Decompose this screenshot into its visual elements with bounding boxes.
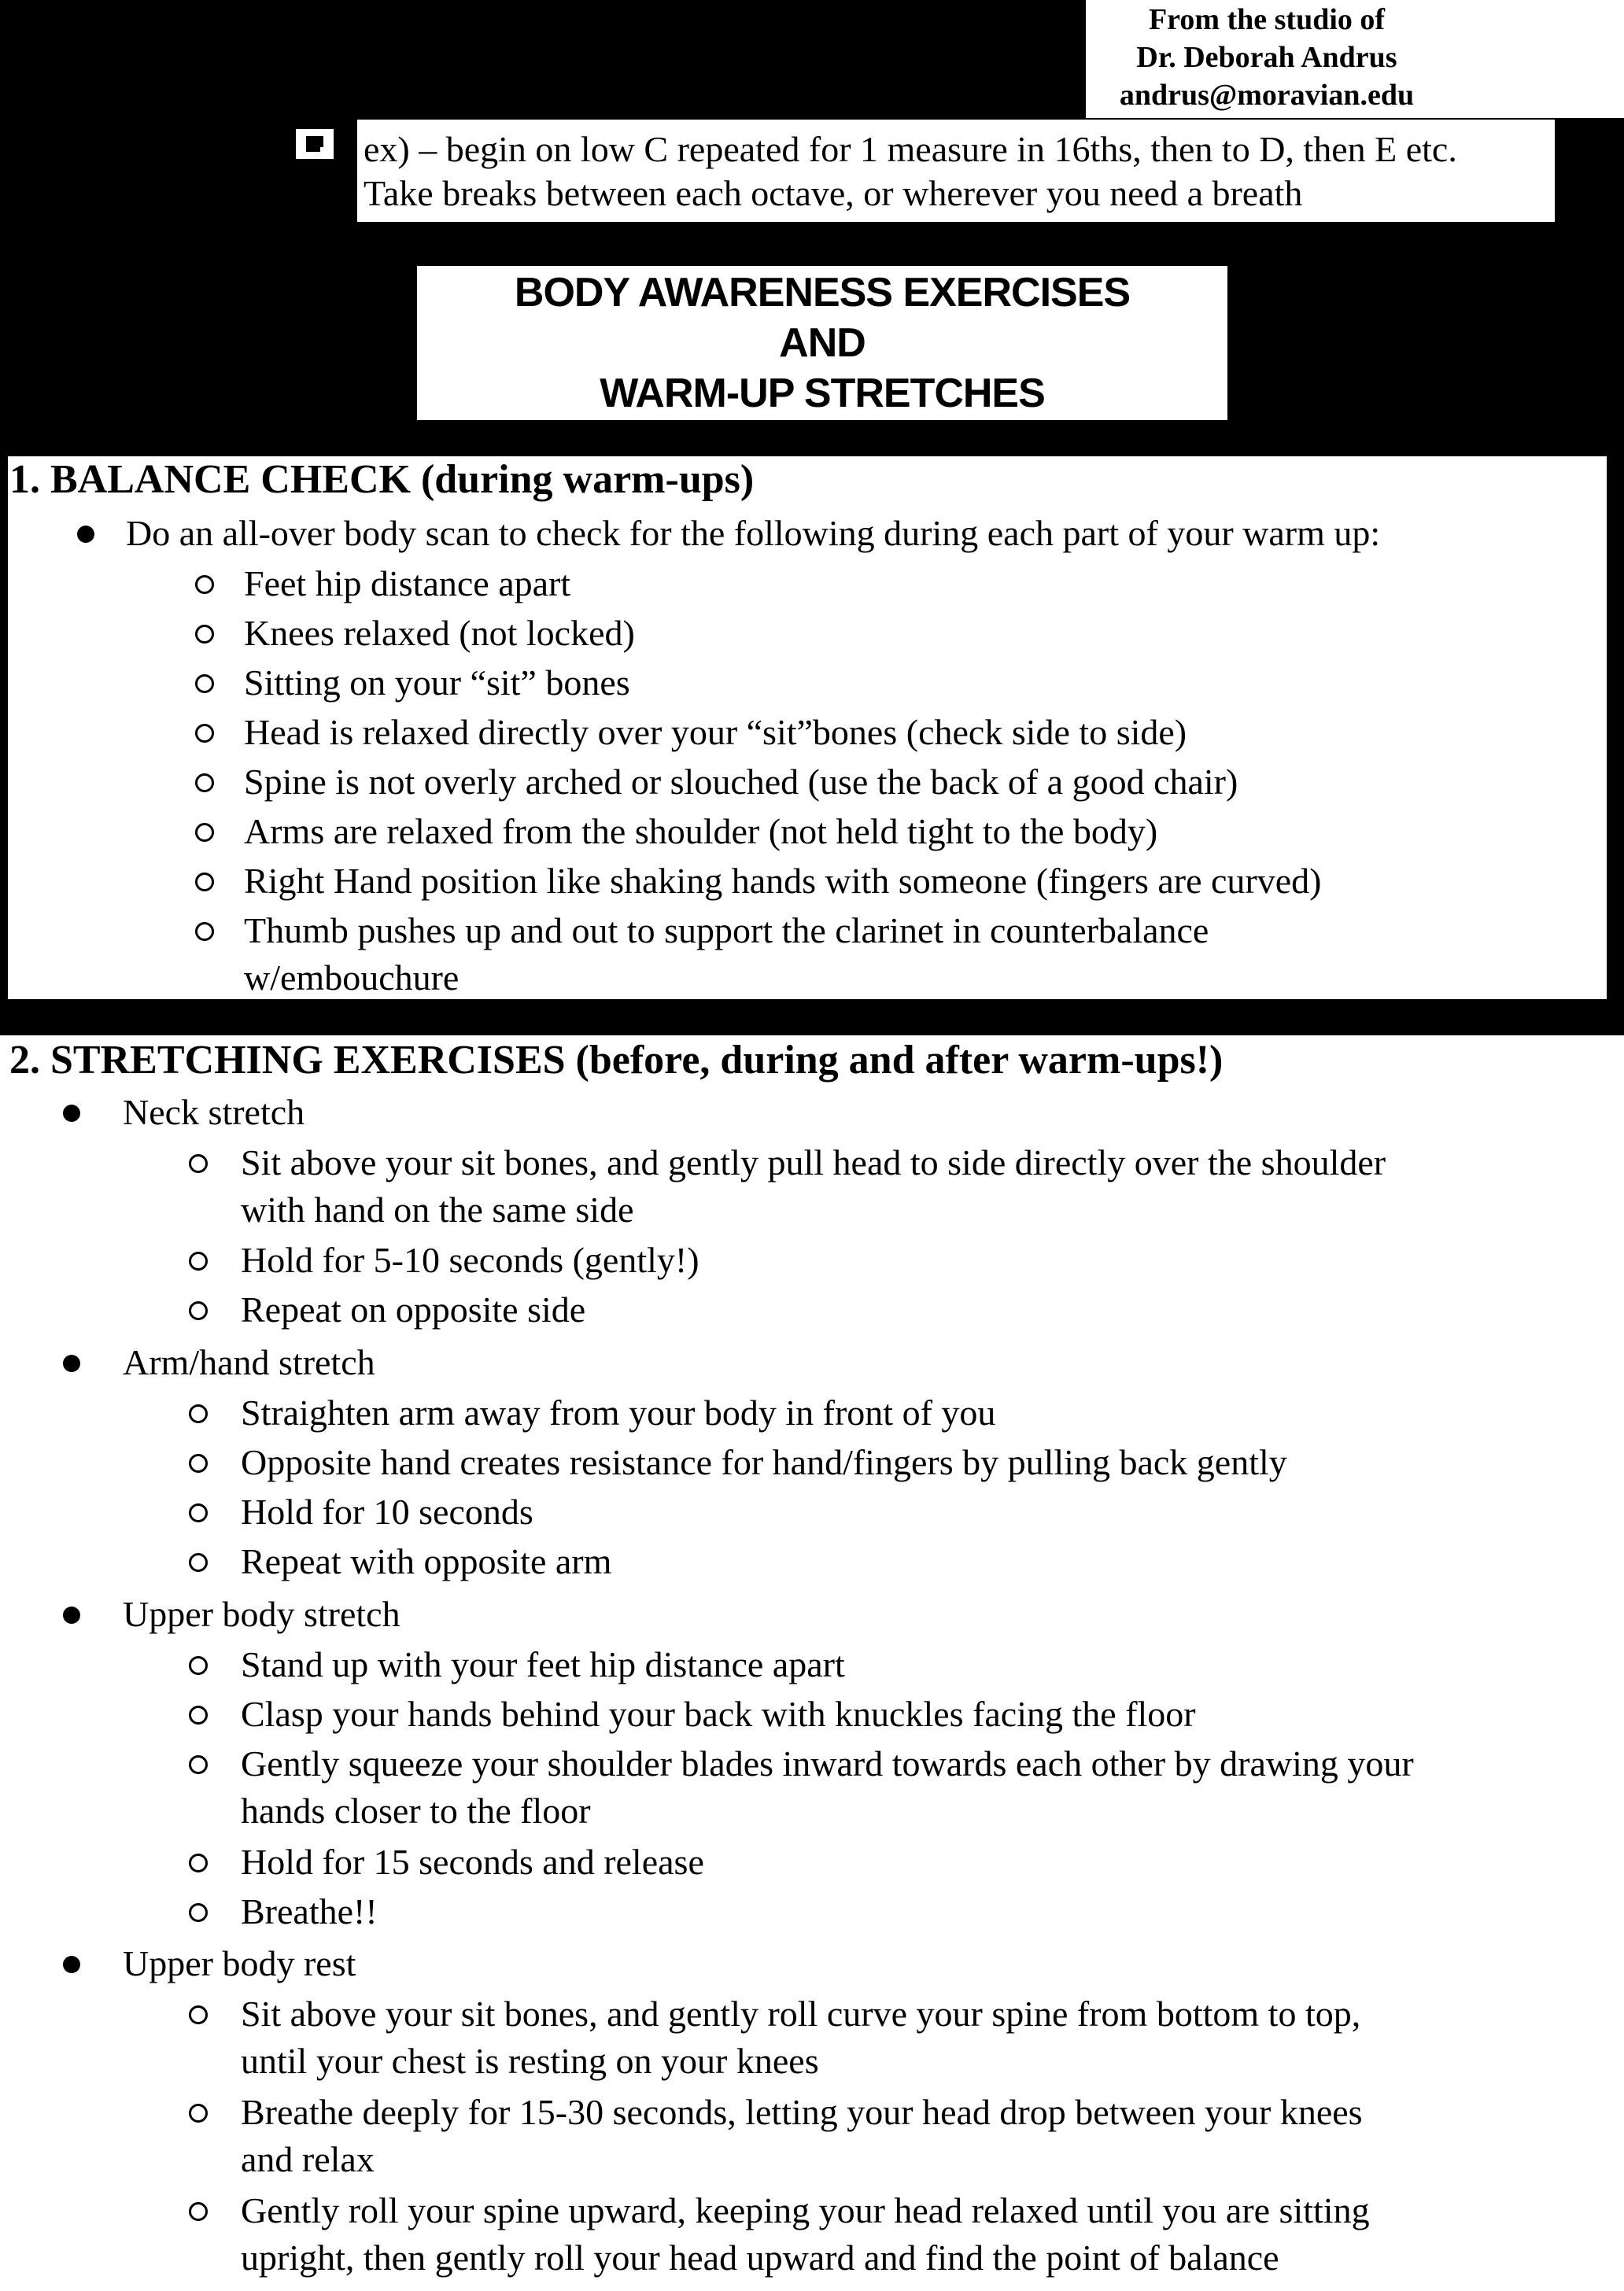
sub-bullet-circle-icon xyxy=(189,1706,208,1725)
arm-stretch-label: Arm/hand stretch xyxy=(123,1342,375,1382)
list-item: Stand up with your feet hip distance apart xyxy=(241,1644,845,1684)
sub-bullet-circle-icon xyxy=(189,1903,208,1922)
list-item: Knees relaxed (not locked) xyxy=(244,613,635,653)
sub-bullet-circle-icon xyxy=(189,2104,208,2123)
list-item: Thumb pushes up and out to support the clarinet in counterbalance xyxy=(244,910,1209,950)
studio-line: From the studio of xyxy=(1148,3,1386,36)
square-bullet-icon xyxy=(296,129,334,159)
list-item: Clasp your hands behind your back with knuckles facing the floor xyxy=(241,1694,1196,1734)
section1-bullet: Do an all-over body scan to check for the following during each part of your warm up: xyxy=(126,513,1381,553)
sub-bullet-circle-icon xyxy=(195,575,214,594)
sub-bullet-circle-icon xyxy=(189,1301,208,1320)
sub-bullet-circle-icon xyxy=(189,1404,208,1423)
list-item-continuation: with hand on the same side xyxy=(241,1190,634,1230)
list-item: Feet hip distance apart xyxy=(244,563,571,603)
sub-bullet-circle-icon xyxy=(189,1656,208,1675)
studio-email: andrus@moravian.edu xyxy=(1119,79,1415,112)
sub-bullet-circle-icon xyxy=(189,1454,208,1473)
list-item: Gently roll your spine upward, keeping your head relaxed until you are sitting xyxy=(241,2190,1370,2230)
list-item: Repeat with opposite arm xyxy=(241,1541,612,1581)
list-item-continuation: w/embouchure xyxy=(244,957,460,998)
list-item-continuation: until your chest is resting on your knees xyxy=(241,2041,819,2081)
sub-bullet-circle-icon xyxy=(195,724,214,743)
sub-bullet-circle-icon xyxy=(189,1503,208,1522)
studio-name: Dr. Deborah Andrus xyxy=(1136,41,1397,74)
sub-bullet-circle-icon xyxy=(189,1854,208,1872)
list-item-continuation: upright, then gently roll your head upward and find the point of balance xyxy=(241,2238,1279,2278)
list-item: Gently squeeze your shoulder blades inward towards each other by drawing your xyxy=(241,1743,1414,1784)
section1-heading: 1. BALANCE CHECK (during warm-ups) xyxy=(9,457,755,502)
sub-bullet-circle-icon xyxy=(189,1755,208,1774)
bullet-dot-icon xyxy=(63,1105,80,1122)
list-item: Right Hand position like shaking hands with someone (fingers are curved) xyxy=(244,861,1322,901)
list-item: Head is relaxed directly over your “sit”bones (check side to side) xyxy=(244,712,1187,752)
list-item-continuation: and relax xyxy=(241,2139,375,2179)
sub-bullet-circle-icon xyxy=(195,773,214,792)
intro-line-1: ex) – begin on low C repeated for 1 measure in 16ths, then to D, then E etc. xyxy=(364,129,1457,169)
list-item: Spine is not overly arched or slouched (use the back of a good chair) xyxy=(244,762,1238,802)
sub-bullet-circle-icon xyxy=(189,1154,208,1173)
upper-body-rest-label: Upper body rest xyxy=(123,1943,356,1983)
section2-heading: 2. STRETCHING EXERCISES (before, during and after warm-ups!) xyxy=(9,1038,1224,1083)
title-line-1: BODY AWARENESS EXERCISES xyxy=(514,270,1131,315)
title-line-2: AND xyxy=(779,320,866,366)
bullet-dot-icon xyxy=(63,1355,80,1372)
list-item-continuation: hands closer to the floor xyxy=(241,1791,591,1831)
list-item: Sit above your sit bones, and gently roll curve your spine from bottom to top, xyxy=(241,1994,1361,2034)
sub-bullet-circle-icon xyxy=(189,2005,208,2024)
intro-line-2: Take breaks between each octave, or wherever you need a breath xyxy=(364,173,1303,213)
list-item: Sitting on your “sit” bones xyxy=(244,662,630,703)
list-item: Repeat on opposite side xyxy=(241,1289,586,1330)
sub-bullet-circle-icon xyxy=(195,674,214,693)
bullet-dot-icon xyxy=(77,526,94,543)
title-line-3: WARM-UP STRETCHES xyxy=(600,371,1045,416)
list-item: Breathe deeply for 15-30 seconds, letting your head drop between your knees xyxy=(241,2092,1363,2132)
sub-bullet-circle-icon xyxy=(195,872,214,891)
neck-stretch-label: Neck stretch xyxy=(123,1092,305,1132)
list-item: Breathe!! xyxy=(241,1891,378,1931)
list-item: Arms are relaxed from the shoulder (not held tight to the body) xyxy=(244,811,1158,851)
list-item: Opposite hand creates resistance for hand/fingers by pulling back gently xyxy=(241,1442,1287,1482)
list-item: Straighten arm away from your body in front of you xyxy=(241,1393,996,1433)
sub-bullet-circle-icon xyxy=(195,625,214,644)
sub-bullet-circle-icon xyxy=(195,922,214,941)
list-item: Hold for 15 seconds and release xyxy=(241,1842,704,1882)
sub-bullet-circle-icon xyxy=(189,1553,208,1572)
bullet-dot-icon xyxy=(63,1607,80,1624)
list-item: Hold for 10 seconds xyxy=(241,1492,533,1532)
sub-bullet-circle-icon xyxy=(195,823,214,842)
list-item: Sit above your sit bones, and gently pull head to side directly over the shoulder xyxy=(241,1142,1386,1182)
upper-body-stretch-label: Upper body stretch xyxy=(123,1594,400,1634)
sub-bullet-circle-icon xyxy=(189,2202,208,2221)
sub-bullet-circle-icon xyxy=(189,1252,208,1271)
bullet-dot-icon xyxy=(63,1956,80,1973)
list-item: Hold for 5-10 seconds (gently!) xyxy=(241,1240,699,1280)
